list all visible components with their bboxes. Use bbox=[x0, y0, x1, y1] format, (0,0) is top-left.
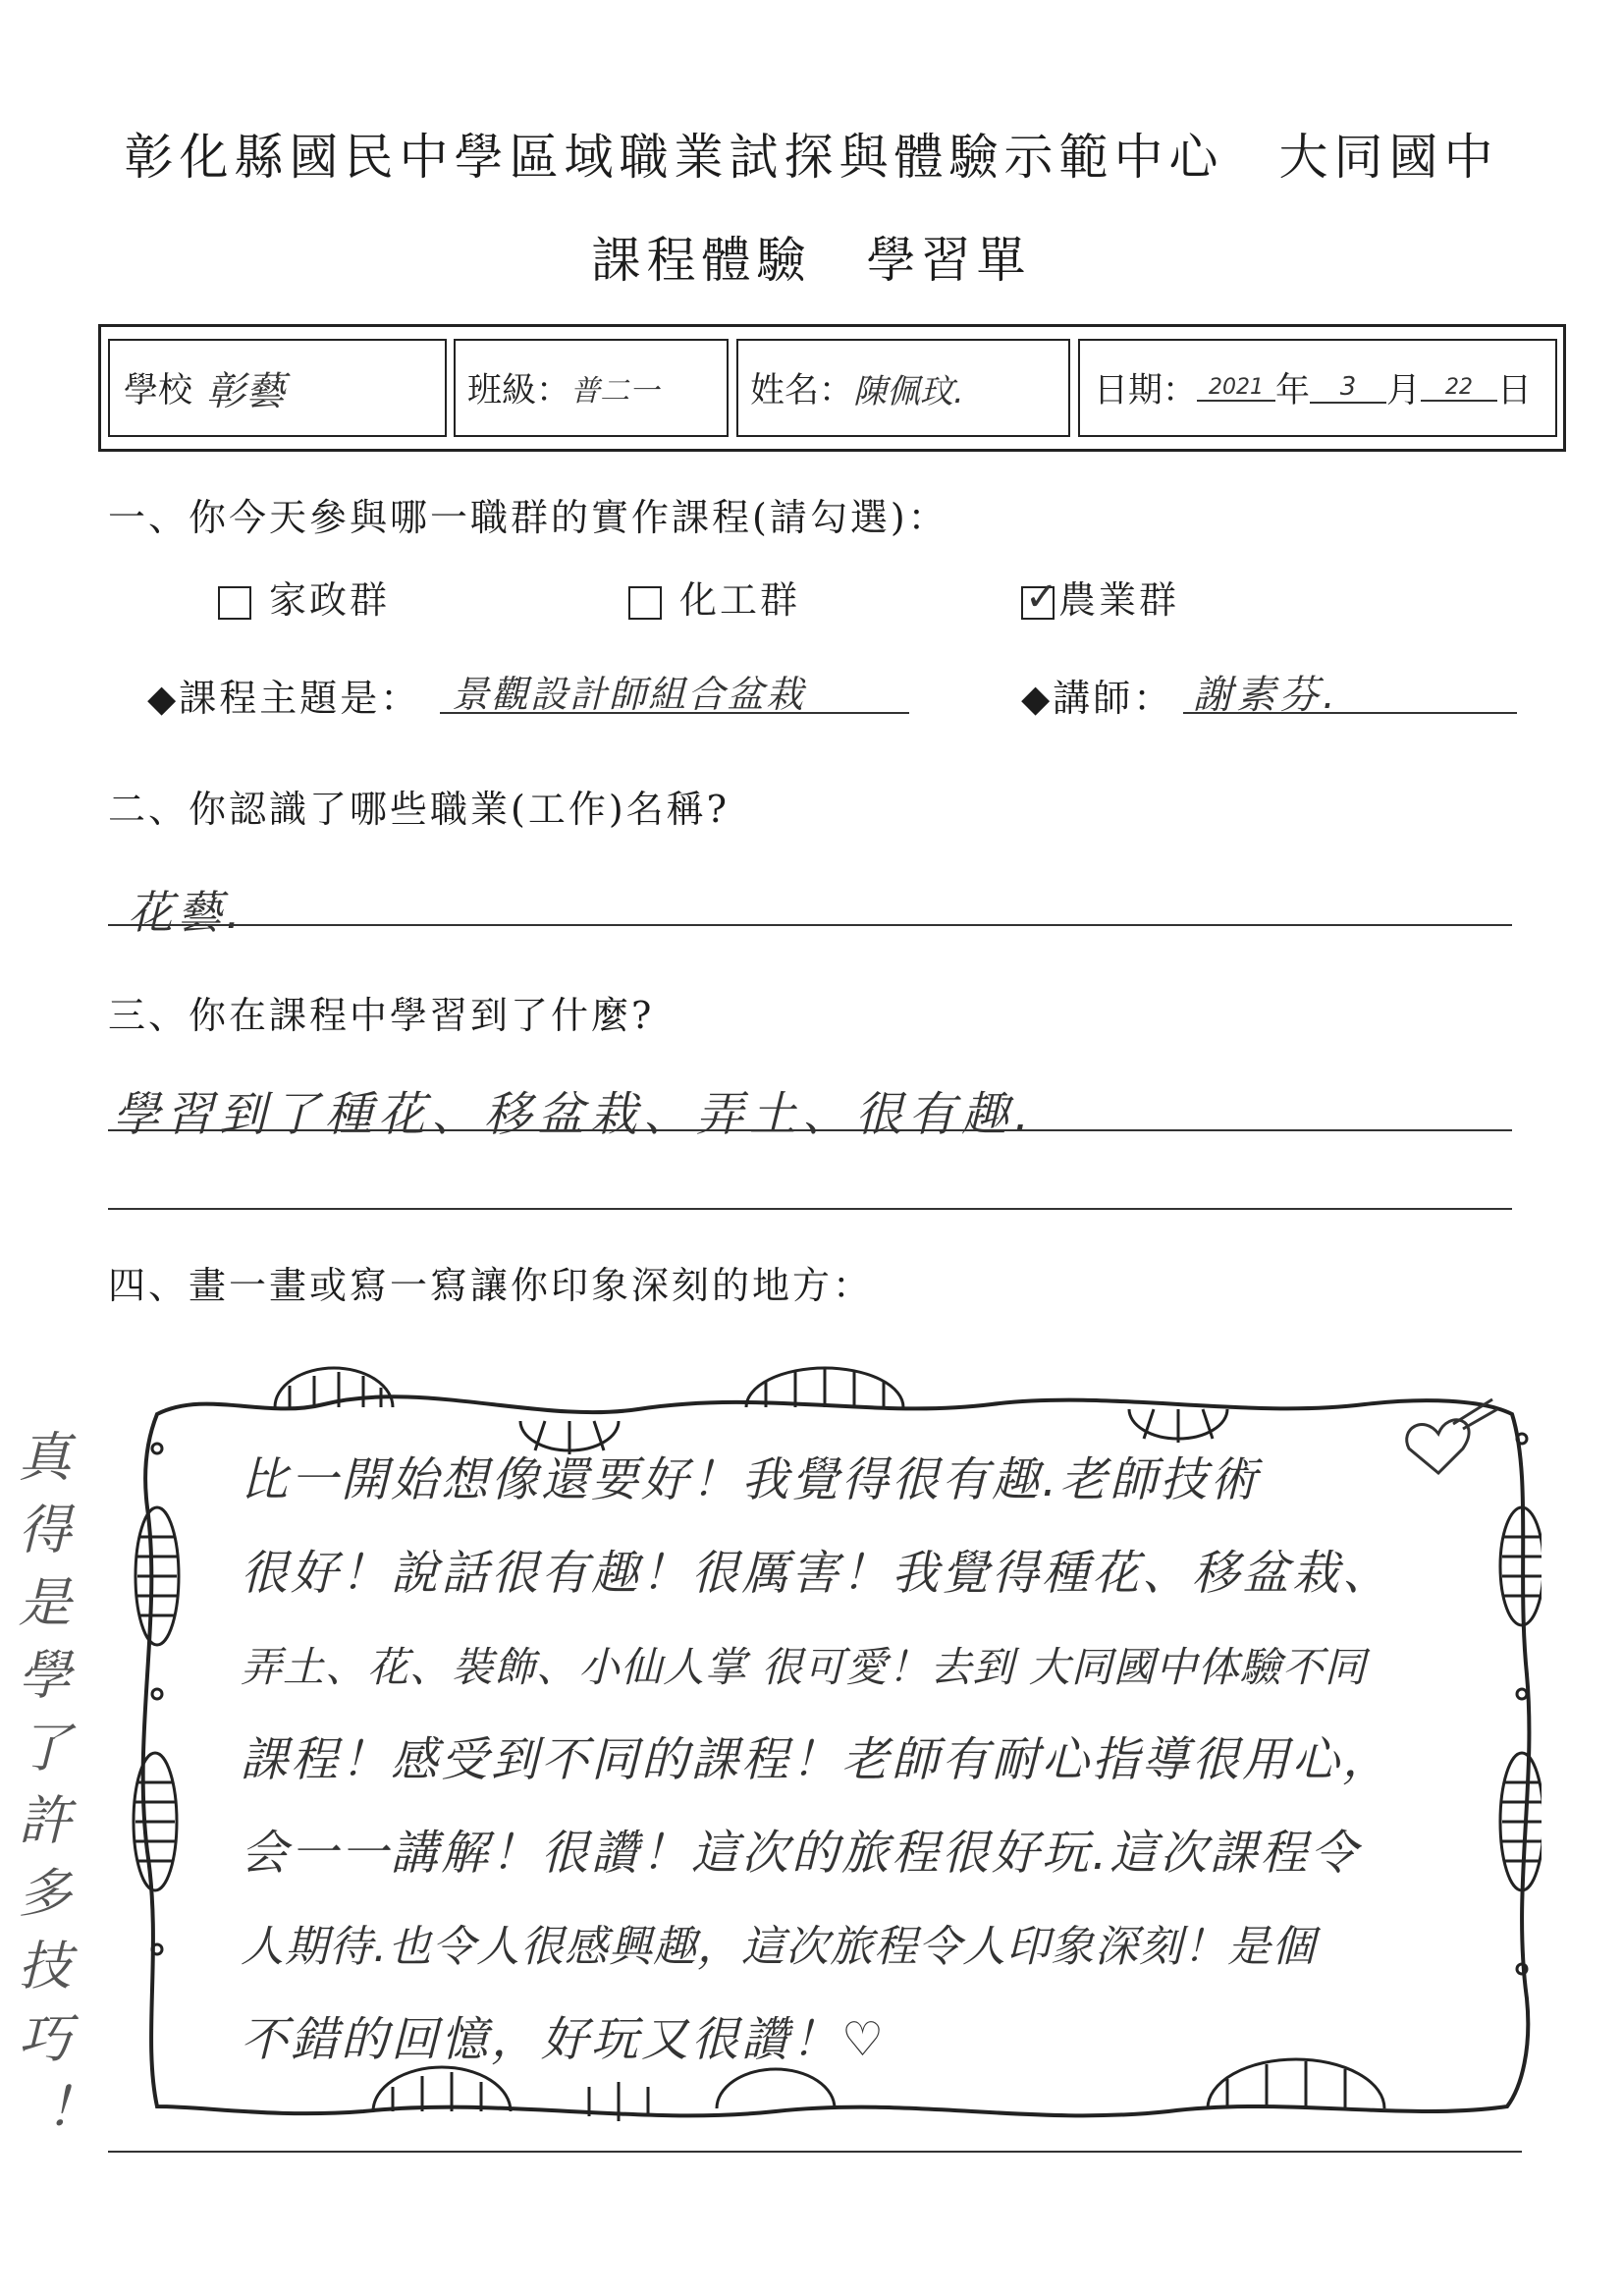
impression-text bbox=[241, 1434, 1458, 2087]
date-cell bbox=[1078, 339, 1557, 437]
school-label: 學校 bbox=[124, 371, 193, 410]
name-cell bbox=[736, 339, 1070, 437]
question-3: 三、你在課程中學習到了什麼? bbox=[108, 994, 655, 1037]
impression-line-1: 比一開始想像還要好！我覺得很有趣.老師技術 bbox=[241, 1452, 1261, 1507]
class-cell bbox=[454, 339, 729, 437]
side-note: 真得是學了許多技巧！ bbox=[10, 1429, 72, 2156]
date-day[interactable]: 22 bbox=[1421, 375, 1497, 402]
school-value[interactable]: 彰藝 bbox=[206, 368, 286, 414]
topic-underline bbox=[440, 712, 909, 714]
impression-line-3: 弄土、花、裝飾、小仙人掌 很可愛！去到 大同國中体驗不同 bbox=[241, 1643, 1367, 1691]
question-1: 一、你今天參與哪一職群的實作課程(請勾選)： bbox=[108, 496, 948, 539]
answer-2-underline bbox=[108, 924, 1512, 926]
page-title-line1: 彰化縣國民中學區域職業試探與體驗示範中心 大同國中 bbox=[124, 129, 1499, 186]
month-unit: 月 bbox=[1386, 371, 1422, 410]
day-unit: 日 bbox=[1497, 371, 1533, 410]
checkbox-chemical[interactable] bbox=[628, 586, 662, 620]
name-value[interactable]: 陳佩玟. bbox=[853, 371, 964, 411]
class-value[interactable]: 普二一 bbox=[570, 374, 660, 409]
teacher-underline bbox=[1183, 712, 1517, 714]
answer-3[interactable]: 學習到了種花、移盆栽、弄土、很有趣. bbox=[113, 1087, 1036, 1142]
impression-line-7: 不錯的回憶，好玩又很讚！♡ bbox=[241, 2012, 888, 2067]
option-chemical[interactable] bbox=[628, 570, 800, 624]
option-home-economics-label: 家政群 bbox=[269, 578, 391, 622]
heart-doodle-icon bbox=[1394, 1394, 1502, 1483]
impression-line-5: 会一一講解！很讚！這次的旅程很好玩.這次課程令 bbox=[241, 1826, 1361, 1881]
check-mark-icon: ✓ bbox=[1025, 574, 1061, 620]
option-agriculture-label: 農業群 bbox=[1058, 578, 1180, 622]
topic-label: ◆課程主題是： bbox=[147, 677, 421, 720]
answer-3-underline-2 bbox=[108, 1208, 1512, 1210]
question-4: 四、畫一畫或寫一寫讓你印象深刻的地方： bbox=[108, 1264, 874, 1307]
impression-line-6: 人期待.也令人很感興趣，這次旅程令人印象深刻！是個 bbox=[241, 1922, 1316, 1972]
school-cell bbox=[108, 339, 447, 437]
year-unit: 年 bbox=[1275, 371, 1311, 410]
option-home-economics[interactable] bbox=[218, 570, 390, 624]
answer-3-underline-1 bbox=[108, 1129, 1512, 1131]
page-title-line2: 課程體驗 學習單 bbox=[591, 232, 1032, 289]
name-label: 姓名： bbox=[750, 371, 854, 410]
answer-2[interactable]: 花藝. bbox=[128, 886, 244, 939]
impression-line-4: 課程！感受到不同的課程！老師有耐心指導很用心， bbox=[241, 1732, 1393, 1787]
date-label: 日期： bbox=[1094, 371, 1198, 410]
teacher-value[interactable]: 謝素芬. bbox=[1193, 673, 1339, 718]
question-2: 二、你認識了哪些職業(工作)名稱? bbox=[108, 788, 730, 831]
checkbox-home-economics[interactable] bbox=[218, 586, 251, 620]
class-label: 班級： bbox=[467, 371, 571, 410]
topic-value[interactable]: 景觀設計師組合盆栽 bbox=[452, 673, 806, 716]
option-chemical-label: 化工群 bbox=[679, 578, 801, 622]
date-month[interactable]: 3 bbox=[1310, 372, 1386, 404]
bottom-rule bbox=[108, 2151, 1522, 2153]
impression-line-2: 很好！說話很有趣！很厲害！我覺得種花、移盆栽、 bbox=[241, 1546, 1393, 1601]
option-agriculture[interactable] bbox=[1021, 570, 1179, 624]
teacher-label: ◆講師： bbox=[1021, 677, 1174, 720]
checkbox-agriculture[interactable] bbox=[1021, 574, 1061, 620]
date-year[interactable]: 2021 bbox=[1197, 375, 1275, 402]
